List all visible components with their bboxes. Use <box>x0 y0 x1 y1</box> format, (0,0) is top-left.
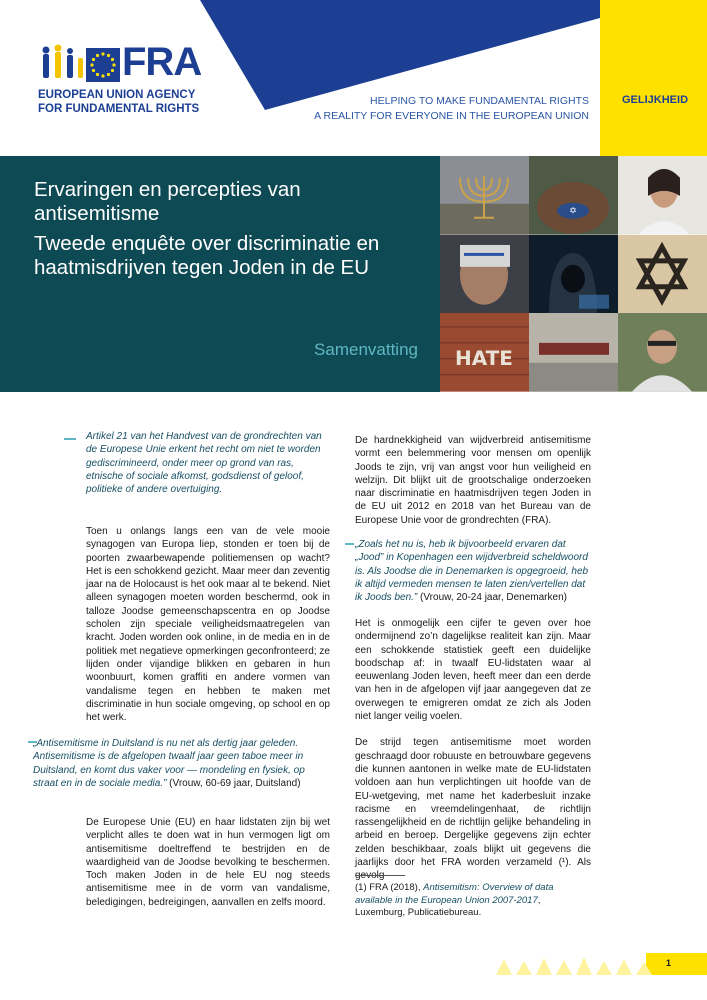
hate-graffiti-photo <box>440 313 529 392</box>
hate-graffiti-text: HATE <box>455 346 513 371</box>
footer-decoration <box>496 953 707 975</box>
woman-portrait-photo <box>618 156 707 235</box>
people-figures-icon <box>38 42 88 82</box>
agency-name-line2: FOR FUNDAMENTAL RIGHTS <box>38 103 200 115</box>
star-of-david-photo <box>618 235 707 314</box>
tagline-line1: HELPING TO MAKE FUNDAMENTAL RIGHTS <box>370 95 589 107</box>
fra-logo <box>38 42 208 122</box>
quote-2: „Zoals het nu is, heb ik bijvoorbeeld ervaren dat „Jood” in Kopenhagen een wijdverbreid scheldwoord is. Als Joodse die in Denemarken is opgegroeid, heb ik altijd vermeden mensen te laten zien/vertellen dat ik Joods ben.” <box>355 539 589 604</box>
footnote <box>355 882 591 920</box>
menorah-photo <box>440 156 529 235</box>
page-number: 1 <box>666 958 672 968</box>
lead-paragraph: Artikel 21 van het Handvest van de grondrechten van de Europese Unie erkent het recht om niet te worden gediscrimineerd, onder meer op grond van ras, etnische of sociale afkomst, godsdienst of geloof, politieke of andere overtuiging. <box>86 431 322 496</box>
hooded-hacker-photo <box>529 235 618 314</box>
agency-name-line1: EUROPEAN UNION AGENCY <box>38 89 196 101</box>
left-column-bottom <box>86 816 330 922</box>
body-paragraph-2: De Europese Unie (EU) en haar lidstaten zijn bij wet verplicht alles te doen wat in hun vermogen ligt om antisemitisme doeltreffend te bestrijden en de waardigheid van de Joodse bevolking te beschermen. Toch maken Joden in de hele EU nog steeds antisemitisme mee in de vorm van vandalisme, beledigingen, bedreigingen, aanvallen en zelfs moord. <box>86 817 330 908</box>
eu-flag-icon <box>86 48 120 82</box>
quote-1: „Antisemitisme in Duitsland is nu net als dertig jaar geleden. Antisemitisme is de afgelopen twaalf jaar geen taboe meer in Duitsland, en komt dus vaker voor — mondeling en fysiek, op straat en in de sociale media.” <box>33 738 305 789</box>
logo-wordmark: FRA <box>122 40 202 84</box>
quote-1-attribution: (Vrouw, 60-69 jaar, Duitsland) <box>166 777 301 789</box>
footnote-title: Antisemitism: Overview of data available in the European Union 2007-2017 <box>355 882 554 906</box>
quote-block-1 <box>33 737 330 803</box>
footnote-suffix: , Luxemburg, Publicatiebureau. <box>355 894 541 918</box>
body-paragraph-1: Toen u onlangs langs een van de vele mooie synagogen van Europa liep, stonden er toen bij de poorten zwaarbewapende politiemensen op wacht? Het is een schokkend gezicht. Maar meer dan zeventig jaar na de Holocaust is het ook maar al te bekend. Niet alleen synagogen moeten worden beschermd, ook in talloze Joodse gemeenschapscentra en op Joodse scholen zijn speciale veiligheidsmaatregelen van kracht. Joden worden ook online, in de media en in de politiek met negatieve opmerkingen geconfronteerd; ze lijden onder vijandige blikken en gebaren in hun woonbuurt, komen graffiti en andere vormen van vandalisme tegen en hebben te maken met discriminatie in hun sociale omgeving, op school en op het werk. <box>86 526 330 724</box>
elderly-man-photo <box>618 313 707 392</box>
right-column-middle <box>355 617 591 896</box>
body-paragraph-5: De strijd tegen antisemitisme moet worden geschraagd door robuuste en betrouwbare gegevens die kunnen aantonen in welke mate de EU-lidstaten voldoen aan hun verplichtingen uit hoofde van de EU-wetgeving, met name het kaderbesluit inzake racisme en vreemdelingenhaat, de richtlijn rassengelijkheid en de richtlijn gelijke behandeling in arbeid en beroep. Dergelijke gegevens zijn echter zelden beschikbaar, zoals blijkt uit gegevens die jaarlijks door het FRA worden verzameld (¹). Als <box>355 737 591 869</box>
footnote-rule <box>355 875 405 876</box>
agency-name <box>38 88 199 116</box>
tagline <box>314 94 589 124</box>
body-paragraph-4: Het is onmogelijk een cijfer te geven over hoe ondermijnend zo’n dagelijkse realiteit kan zijn. Maar een schokkende statistiek geeft een duidelijke boodschap af: in twaalf EU-lidstaten waar al eeuwenlang Joden leven, heeft meer dan een derde van hen in de afgelopen vijf jaar aangegeven dat ze overwegen te emigreren omdat ze zich als Joden niet langer veilig voelen. <box>355 618 591 723</box>
page-subtitle: Tweede enquête over discriminatie en haatmisdrijven tegen Joden in de EU <box>34 232 380 279</box>
wall-graffiti-photo <box>529 313 618 392</box>
left-column <box>86 525 330 737</box>
lead-paragraph-block <box>74 430 330 509</box>
quote-block-2 <box>355 538 595 617</box>
category-label: GELIJKHEID <box>622 94 689 106</box>
page-title: Ervaringen en percepties van antisemitisme <box>34 178 301 225</box>
praying-man-photo <box>440 235 529 314</box>
title-band <box>0 156 440 392</box>
right-column <box>355 434 591 540</box>
svg-text:✡: ✡ <box>569 206 577 217</box>
quote-2-attribution: (Vrouw, 20-24 jaar, Denemarken) <box>417 592 567 604</box>
body-paragraph-3: De hardnekkigheid van wijdverbreid antisemitisme vormt een belemmering voor mensen om openlijk Joods te zijn, vrij van angst voor hun veiligheid en welzijn. Dit blijkt uit de grootschalige onderzoeken naar discriminatie en haatmisdrijven tegen Joden in de EU uit 2012 en 2018 van het Bureau van de Europese Unie voor de grondrechten (FRA). <box>355 435 591 526</box>
summary-label: Samenvatting <box>314 340 418 359</box>
kippah-photo <box>529 156 618 235</box>
quote2-accent-bar <box>345 543 354 545</box>
tagline-line2: A REALITY FOR EVERYONE IN THE EUROPEAN UNION <box>314 110 589 122</box>
footnote-prefix: (1) FRA (2018), <box>355 882 424 893</box>
photo-collage <box>440 156 707 392</box>
